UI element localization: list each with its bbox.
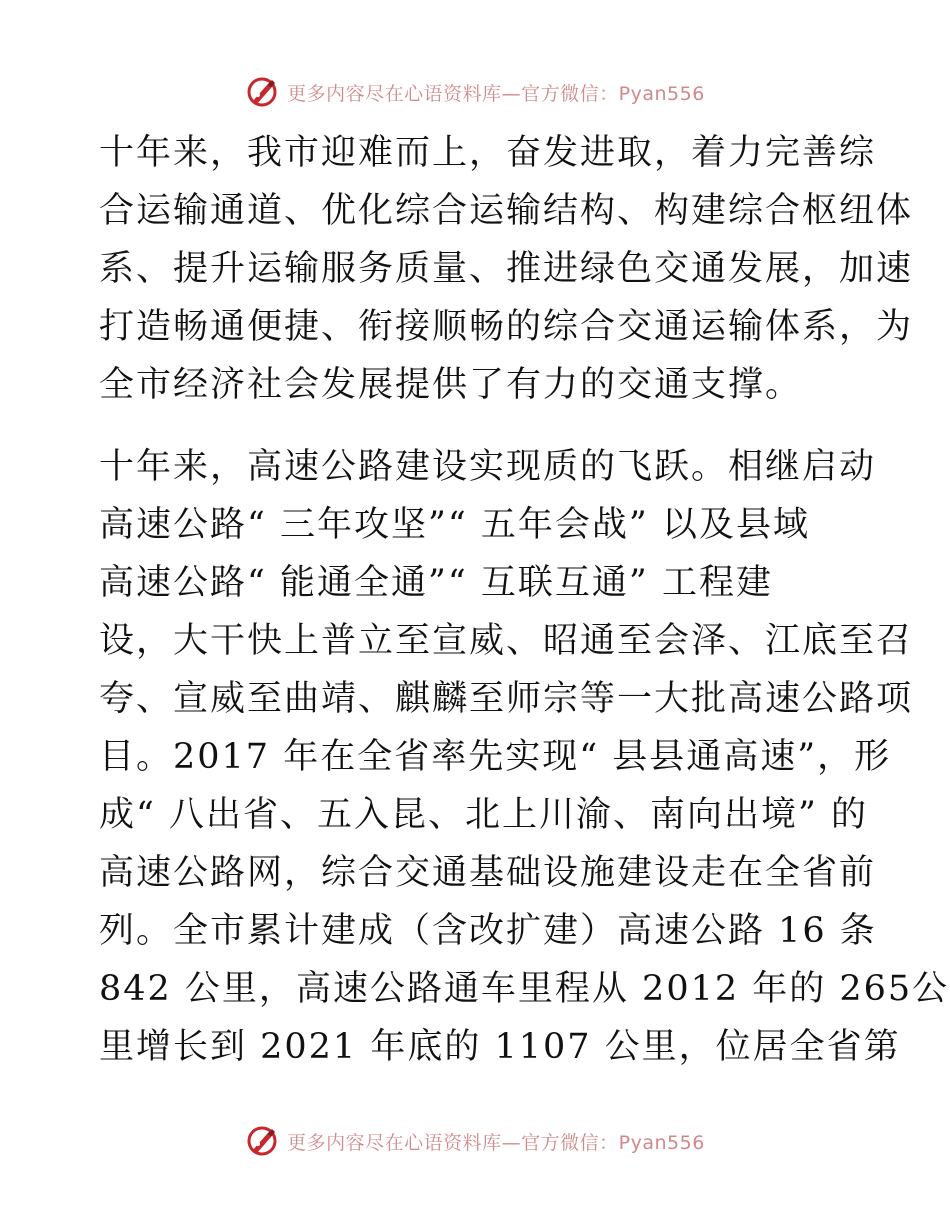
text-line: 成“ 八出省、五入昆、北上川渝、南向出境” 的 xyxy=(99,795,869,835)
text-line: 全市经济社会发展提供了有力的交通支撑。 xyxy=(99,365,803,405)
watermark-text: 更多内容尽在心语资料库—官方微信：Pyan556 xyxy=(287,1131,705,1154)
text-line: 842 公里，高速公路通车里程从 2012 年的 265公 xyxy=(99,969,950,1009)
text-line: 打造畅通便捷、衔接顺畅的综合交通运输体系，为 xyxy=(99,307,914,347)
text-line: 高速公路“ 能通全通”“ 互联互通” 工程建 xyxy=(99,563,773,603)
text-line: 十年来，高速公路建设实现质的飞跃。相继启动 xyxy=(99,447,877,487)
watermark-header xyxy=(0,72,950,112)
watermark-text: 更多内容尽在心语资料库—官方微信：Pyan556 xyxy=(287,82,705,105)
text-line: 夸、宣威至曲靖、麒麟至师宗等一大批高速公路项 xyxy=(99,679,914,719)
text-line: 十年来，我市迎难而上，奋发进取，着力完善综 xyxy=(99,133,877,173)
document-body xyxy=(99,124,950,1076)
red-pen-logo-icon xyxy=(245,1124,279,1158)
red-pen-logo-icon xyxy=(245,75,279,109)
text-line: 高速公路“ 三年攻坚”“ 五年会战” 以及县域 xyxy=(99,505,810,545)
text-line: 合运输通道、优化综合运输结构、构建综合枢纽体 xyxy=(99,191,914,231)
text-line: 高速公路网，综合交通基础设施建设走在全省前 xyxy=(99,853,877,893)
text-line: 里增长到 2021 年底的 1107 公里，位居全省第 xyxy=(99,1027,901,1067)
text-line: 系、提升运输服务质量、推进绿色交通发展，加速 xyxy=(99,249,914,289)
text-line: 设，大干快上普立至宣威、昭通至会泽、江底至召 xyxy=(99,621,914,661)
text-line: 列。全市累计建成（含改扩建）高速公路 16 条 xyxy=(99,911,877,951)
text-line: 目。2017 年在全省率先实现“ 县县通高速”，形 xyxy=(99,737,892,777)
paragraph xyxy=(99,438,950,1076)
watermark-footer xyxy=(0,1121,950,1161)
paragraph xyxy=(99,124,914,414)
